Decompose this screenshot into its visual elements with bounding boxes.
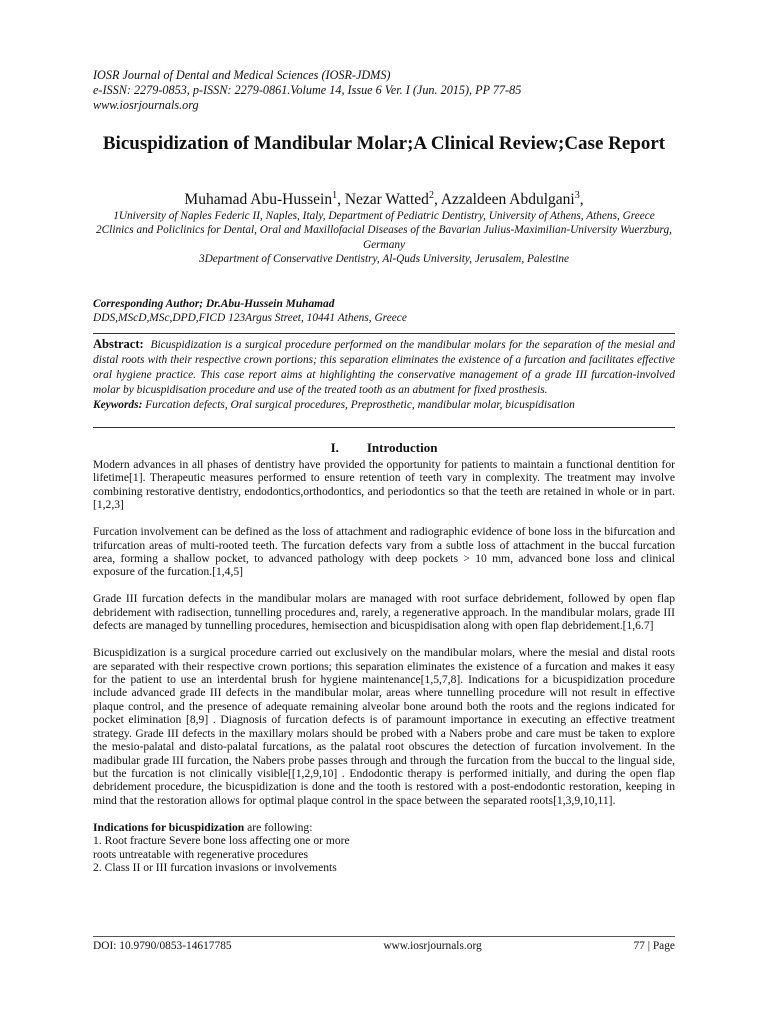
footer-site: www.iosrjournals.org (383, 940, 482, 952)
affiliation: 3Department of Conservative Dentistry, Al-Quds University, Jerusalem, Palestine (198, 253, 570, 266)
journal-name: IOSR Journal of Dental and Medical Sciences (IOSR-JDMS) (93, 68, 391, 82)
list-item: roots untreatable with regenerative procedures (93, 847, 309, 861)
footer-divider (93, 936, 675, 937)
footer-doi: DOI: 10.9790/0853-14617785 (93, 940, 232, 952)
affiliation: 1University of Naples Federic II, Naples, Italy, Department of Pediatric Dentistry, University of Athens, Athens, Greece (113, 210, 655, 222)
indications-heading-tail: are following: (244, 820, 313, 834)
keywords-text: Furcation defects, Oral surgical procedures, Preprosthetic, mandibular molar, bicuspidisation (145, 399, 575, 412)
section-title: Introduction (366, 440, 438, 455)
paragraph: Grade III furcation defects in the mandibular molars are managed with root surface debridement, followed by open flap debridement with radisection, tunnelling procedures and, rarely, a regenerative approach. In the mandibular molars, grade III defects are managed by tunnelling procedures, hemisection and bicuspidisation along with open flap debridement.[1,6.7] (93, 592, 675, 633)
journal-issn: e-ISSN: 2279-0853, p-ISSN: 2279-0861.Volume 14, Issue 6 Ver. I (Jun. 2015), PP 77-85 (93, 83, 522, 97)
paragraph: Bicuspidization is a surgical procedure carried out exclusively on the mandibular molars, where the mesial and distal roots are separated with their respective crown portions; this separation eliminates the existence of a furcation and makes it easy for the patient to use an interdental brush for hygiene maintenance[1,5,7,8]. Indications for a bicuspidization procedure include advanced grade III defects in the mandibular molar, areas where tunnelling procedure will not result in effective plaque control, and the presence of adequate remaining alveolar bone around both the roots and the regions indicated for pocket elimination [8,9] . Diagnosis of furcation defects is of paramount importance in executing an effective treatment strategy. Grade III defects in the maxillary molars should be probed with a Nabers probe and care must be taken to explore the mesio-palatal and disto-palatal furcations, as the palatal root obscures the detection of furcation involvement. In the madibular grade III furcation, the Nabers probe passes through and through the furcation from the buccal to the lingual side, but the furcation is not clinically visible[[1,2,9,10] . Endodontic therapy is performed initially, and during the open flap debridement procedure, the bicuspidization is done and the tooth is restored with a post-endodontic restoration, keeping in mind that the restoration allows for optimal plaque control in the space between the separated roots[1,3,9,10,11]. (93, 646, 675, 807)
indications-heading-line (93, 821, 675, 834)
author-affiliation-mark: 3 (574, 190, 580, 201)
abstract-text: Bicuspidization is a surgical procedure performed on the mandibular molars for the separation of the mesial and distal roots with their respective crown portions; this separation eliminates the existence of a furcation and facilitates effective oral hygiene practice. This case report aims at highlighting the conservative management of a grade III furcation-involved molar by bicuspidisation procedure and use of the treated tooth as an abutment for fixed prosthesis. (93, 339, 675, 397)
indications-list (93, 834, 675, 874)
author-list (93, 186, 675, 210)
affiliation: 2Clinics and Policlinics for Dental, Oral and Maxillofacial Diseases of the Bavarian Julius-Maximilian-University Wuerzburg, Germany (96, 224, 672, 251)
author-name: Muhamad Abu-Hussein (184, 191, 333, 209)
section-heading (93, 440, 675, 456)
journal-site: www.iosrjournals.org (93, 98, 199, 112)
abstract-label: Abstract: (93, 337, 144, 351)
page-footer (93, 940, 675, 952)
author-name: Nezar Watted (344, 191, 429, 209)
affiliations (88, 209, 680, 267)
abstract (93, 337, 675, 413)
author-name: Azzaldeen Abdulgani (440, 191, 575, 209)
paper-title: Bicuspidization of Mandibular Molar;A Clinical Review;Case Report (102, 133, 666, 154)
footer-page-number: 77 | Page (633, 940, 675, 952)
journal-header (93, 68, 521, 113)
author-affiliation-mark: 2 (428, 190, 434, 201)
divider-bottom (93, 427, 675, 428)
paragraph: Modern advances in all phases of dentistry have provided the opportunity for patients to maintain a functional dentition for lifetime[1]. Therapeutic measures performed to ensure retention of teeth vary in complexity. The treatment may involve combining restorative dentistry, endodontics,orthodontics, and periodontics so that the teeth are retained in whole or in part.[1,2,3] (93, 458, 675, 512)
author-separator: , (433, 191, 441, 209)
body-text (93, 458, 675, 874)
author-affiliation-mark: 1 (332, 190, 338, 201)
divider-top (93, 333, 675, 334)
corresponding-author-label: Corresponding Author; Dr.Abu-Hussein Muhamad (93, 298, 335, 310)
corresponding-author (93, 297, 407, 325)
author-separator: , (337, 191, 345, 209)
indications-heading: Indications for bicuspidization (93, 820, 245, 834)
section-number: I. (330, 440, 339, 455)
author-separator: , (579, 191, 584, 209)
paragraph: Furcation involvement can be defined as the loss of attachment and radiographic evidence of bone loss in the bifurcation and trifurcation areas of multi-rooted teeth. The furcation defects vary from a subtle loss of attachment in the buccal furcation area, forming a shallow pocket, to advanced pathology with deep pockets > 10 mm, advanced bone loss and clinical exposure of the furcation.[1,4,5] (93, 525, 675, 579)
keywords-label: Keywords: (93, 399, 143, 412)
list-item: 1. Root fracture Severe bone loss affecting one or more (93, 834, 350, 848)
list-item: 2. Class II or III furcation invasions or involvements (93, 860, 337, 874)
corresponding-author-address: DDS,MScD,MSc,DPD,FICD 123Argus Street, 10441 Athens, Greece (93, 312, 407, 324)
